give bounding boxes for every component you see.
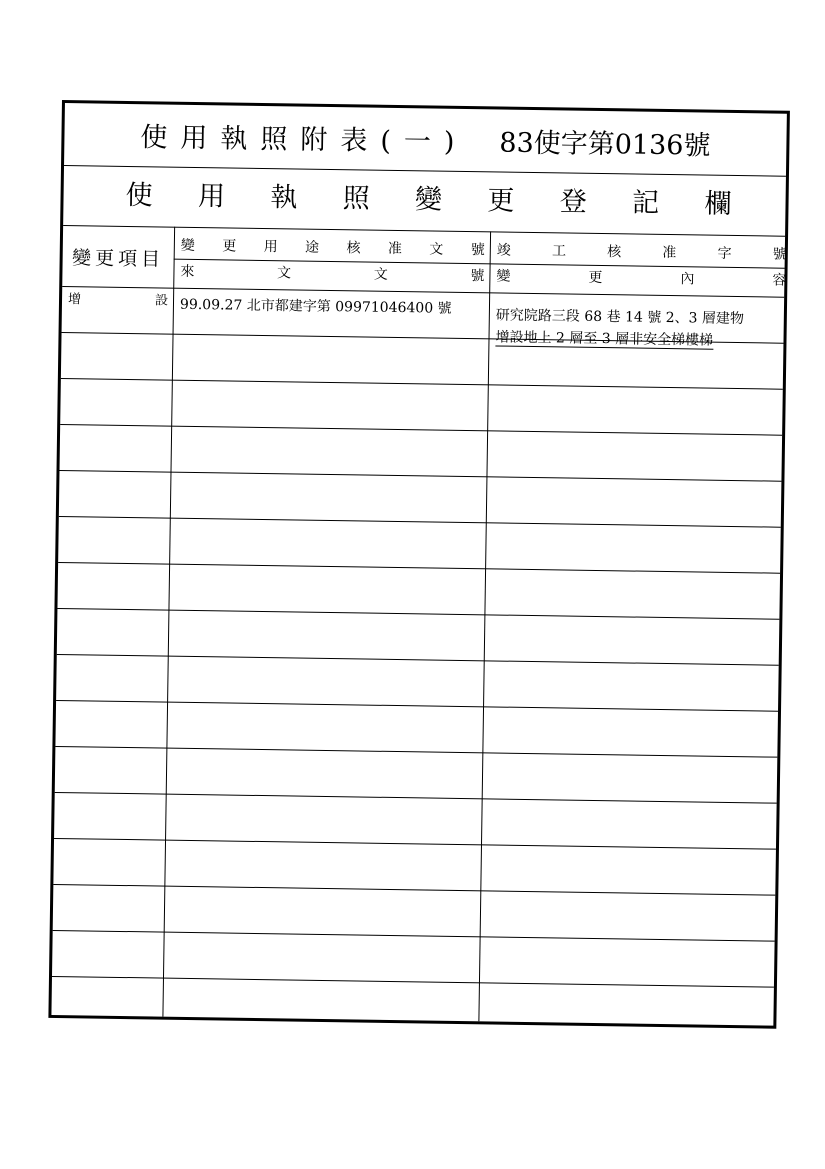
section-title: 使 用 執 照 變 更 登 記 欄 <box>125 179 732 220</box>
form-name: 使用執照附表(一) <box>140 122 468 159</box>
header-change-item: 變更項目 <box>71 246 165 271</box>
row-line <box>60 424 782 436</box>
row-line <box>54 838 776 850</box>
license-number: 83使字第0136號 <box>499 127 711 162</box>
row-change-content-line-2-text: 增設地上 2 層至 3 層非安全梯樓梯 <box>495 329 714 349</box>
row-change-content-line-2 <box>495 330 713 347</box>
row-line <box>53 930 775 942</box>
license-form <box>48 100 790 1029</box>
header-incoming-doc-no: 來 文 文 號 <box>180 263 485 285</box>
rule-line <box>64 165 786 177</box>
header-change-content: 變 更 內 容 <box>496 268 787 289</box>
row-line <box>59 470 781 482</box>
row-line <box>58 562 780 574</box>
row-line <box>52 976 774 988</box>
row-change-item: 增 設 <box>67 292 169 309</box>
row-line <box>61 378 783 390</box>
header-use-change-approval-no: 變 更 用 途 核 准 文 號 <box>180 237 485 259</box>
row-line <box>55 792 777 804</box>
row-line <box>57 608 779 620</box>
row-line <box>53 884 775 896</box>
row-line <box>55 746 777 758</box>
rule-line <box>62 286 784 298</box>
row-reference-number: 99.09.27 北市都建字第 09971046400 號 <box>179 296 452 317</box>
row-line <box>57 654 779 666</box>
column-line <box>478 231 491 1021</box>
row-line <box>59 516 781 528</box>
row-change-content-line-1: 研究院路三段 68 巷 14 號 2、3 層建物 <box>495 307 745 328</box>
header-completion-approval-no: 竣 工 核 准 字 號 <box>496 242 787 263</box>
row-line <box>56 700 778 712</box>
column-line <box>162 227 175 1017</box>
form-title <box>64 123 786 161</box>
